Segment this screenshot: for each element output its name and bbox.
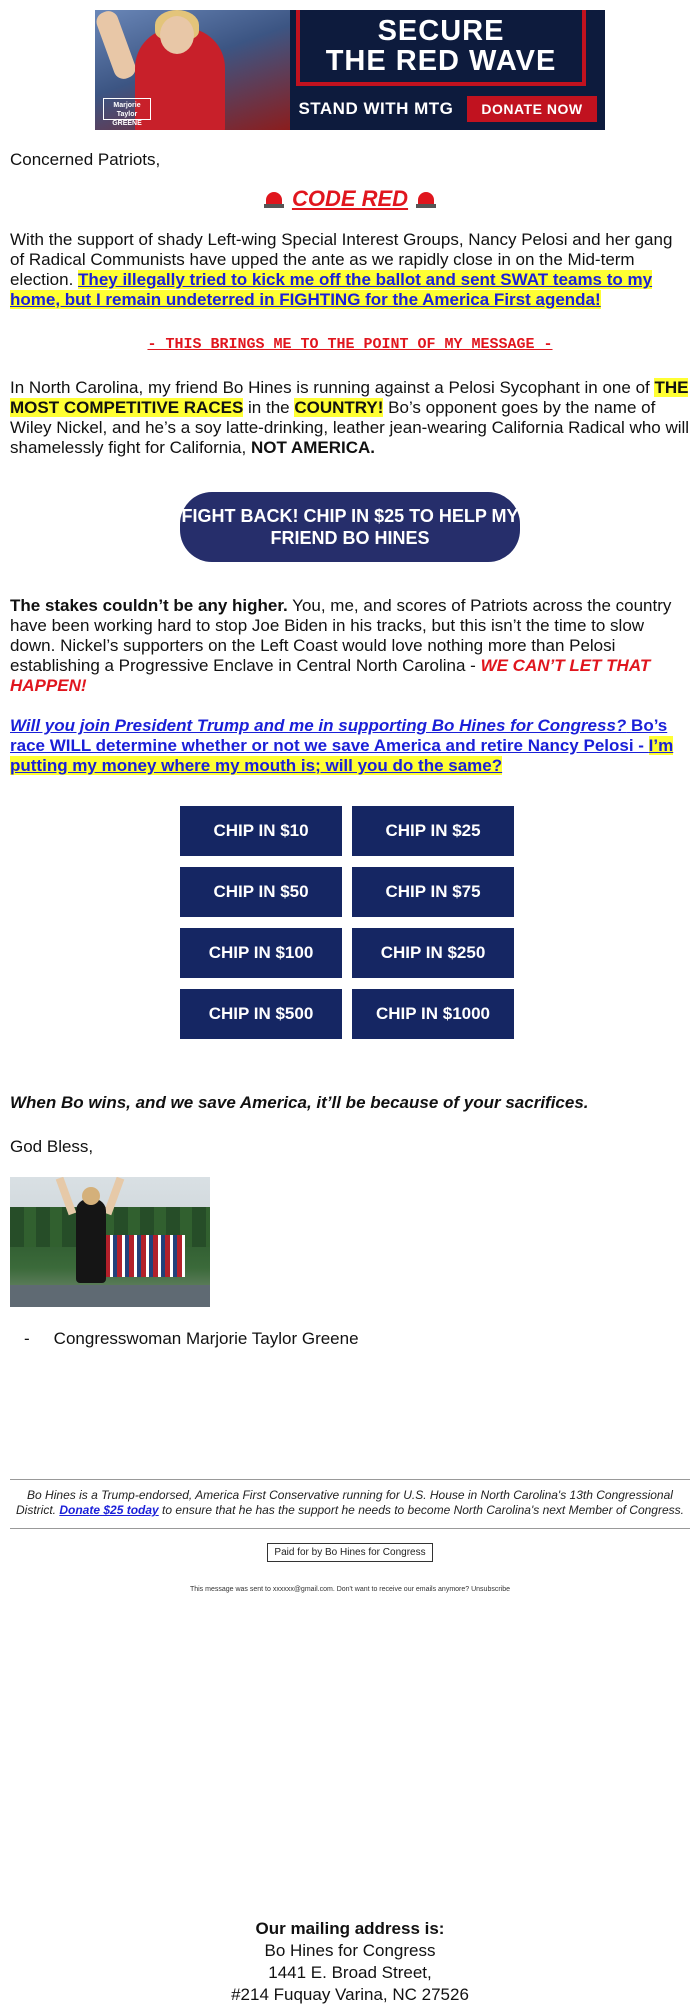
disclaimer-footer: [10, 1479, 690, 1529]
banner-donate-button[interactable]: DONATE NOW: [467, 96, 596, 122]
paid-for-box: Paid for by Bo Hines for Congress: [267, 1543, 432, 1562]
banner-title-box: [296, 10, 586, 86]
chip-in-500-button[interactable]: CHIP IN $500: [180, 989, 342, 1039]
paragraph-2-text-c: in the: [243, 398, 295, 417]
closing-line: When Bo wins, and we save America, it’ll be because of your sacrifices.: [10, 1093, 589, 1112]
paragraph-1: [10, 230, 690, 310]
banner-text-area: [290, 10, 605, 130]
mailing-address-line1: Bo Hines for Congress: [264, 1941, 436, 1960]
paragraph-1-link[interactable]: They illegally tried to kick me off the ballot and sent SWAT teams to my home, but I remain undeterred in FIGHTING for the America First agenda!: [10, 270, 653, 309]
code-red-heading: [10, 186, 690, 212]
email-body: [10, 10, 690, 1593]
god-bless: God Bless,: [10, 1137, 94, 1156]
mailing-address: [0, 1918, 700, 2006]
cta-container: [10, 492, 690, 562]
chip-in-buttons: [180, 806, 520, 1039]
footer-text-2: to ensure that he has the support he needs to become North Carolina's next Member of Congress.: [158, 1503, 684, 1517]
chip-in-250-button[interactable]: CHIP IN $250: [352, 928, 514, 978]
footer-donate-link[interactable]: Donate $25 today: [59, 1503, 159, 1517]
highlight-competitive-races: THE MOST COMPETITIVE RACES: [10, 378, 689, 417]
header-banner[interactable]: [95, 10, 605, 130]
signoff: [10, 1329, 690, 1349]
paragraph-1-text: With the support of shady Left-wing Special Interest Groups, Nancy Pelosi and her gang of Radical Communists have upped the ante as we rapidly close in on the Mid-term election.: [10, 230, 673, 289]
paragraph-2-text-a: In North Carolina, my friend Bo Hines is running against a Pelosi Sycophant in one of: [10, 378, 655, 397]
chip-in-50-button[interactable]: CHIP IN $50: [180, 867, 342, 917]
photo-head: [82, 1187, 100, 1205]
mailing-address-line2: 1441 E. Broad Street,: [268, 1963, 432, 1982]
paragraph-4: [10, 716, 690, 776]
unsubscribe-line[interactable]: This message was sent to xxxxxx@gmail.com. Don't want to receive our emails anymore? Unsubscribe: [189, 1586, 511, 1593]
chip-in-100-button[interactable]: CHIP IN $100: [180, 928, 342, 978]
banner-photo-arm: [95, 10, 138, 82]
support-bo-hines-link[interactable]: Will you join President Trump and me in supporting Bo Hines for Congress?: [10, 716, 627, 735]
paragraph-2-text-e: Bo’s opponent goes by the name of Wiley Nickel, and he’s a soy latte-drinking, leather jean-wearing California Radical who will shamelessly fight for California,: [10, 398, 690, 457]
photo-flags: [105, 1235, 185, 1277]
fight-back-chip-in-button[interactable]: FIGHT BACK! CHIP IN $25 TO HELP MY FRIEND BO HINES: [180, 492, 520, 562]
banner-photo: [95, 10, 290, 130]
mailing-address-heading: Our mailing address is:: [255, 1919, 445, 1938]
photo-person: [76, 1199, 106, 1283]
siren-icon: [264, 186, 284, 212]
banner-bottom-row: [290, 96, 605, 122]
chip-in-25-button[interactable]: CHIP IN $25: [352, 806, 514, 856]
banner-stand-text: STAND WITH MTG: [298, 99, 454, 118]
siren-icon: [416, 186, 436, 212]
banner-photo-head: [160, 16, 194, 54]
paragraph-3-bold: The stakes couldn’t be any higher.: [10, 596, 288, 615]
chip-in-75-button[interactable]: CHIP IN $75: [352, 867, 514, 917]
greeting: Concerned Patriots,: [10, 150, 161, 169]
code-red-text: CODE RED: [291, 186, 409, 211]
paragraph-3-red-text: WE CAN’T LET THAT HAPPEN!: [10, 656, 651, 695]
signoff-dash: -: [24, 1329, 30, 1348]
signoff-name: Congresswoman Marjorie Taylor Greene: [53, 1329, 359, 1348]
chip-in-10-button[interactable]: CHIP IN $10: [180, 806, 342, 856]
money-where-mouth-link[interactable]: I’m putting my money where my mouth is; will you do the same?: [10, 736, 674, 775]
banner-title-line2: THE RED WAVE: [325, 45, 557, 77]
paragraph-3: [10, 596, 690, 696]
paragraph-2-bold-f: NOT AMERICA.: [250, 438, 375, 457]
mtg-photo: [10, 1177, 210, 1307]
banner-title-line1: SECURE: [377, 15, 505, 47]
banner-logo: Marjorie Taylor GREENE: [103, 98, 151, 120]
mailing-address-line3: #214 Fuquay Varina, NC 27526: [231, 1985, 469, 2004]
highlight-country: COUNTRY!: [294, 398, 384, 417]
bos-race-link[interactable]: Bo’s race WILL determine whether or not we save America and retire Nancy Pelosi -: [10, 716, 668, 755]
paragraph-2: [10, 378, 690, 458]
photo-stage: [10, 1285, 210, 1307]
paragraph-3-text: You, me, and scores of Patriots across the country have been working hard to stop Joe Biden in his tracks, but this isn’t the time to slow down. Nickel’s supporters on the Left Coast would love nothing more than Pelosi establishing a Progressive Enclave in Central North Carolina -: [10, 596, 672, 675]
footer-text-1: Bo Hines is a Trump-endorsed, America First Conservative running for U.S. House in North Carolina's 13th Congressional District.: [16, 1488, 673, 1517]
point-of-message-link[interactable]: - THIS BRINGS ME TO THE POINT OF MY MESSAGE -: [147, 336, 553, 353]
chip-in-1000-button[interactable]: CHIP IN $1000: [352, 989, 514, 1039]
